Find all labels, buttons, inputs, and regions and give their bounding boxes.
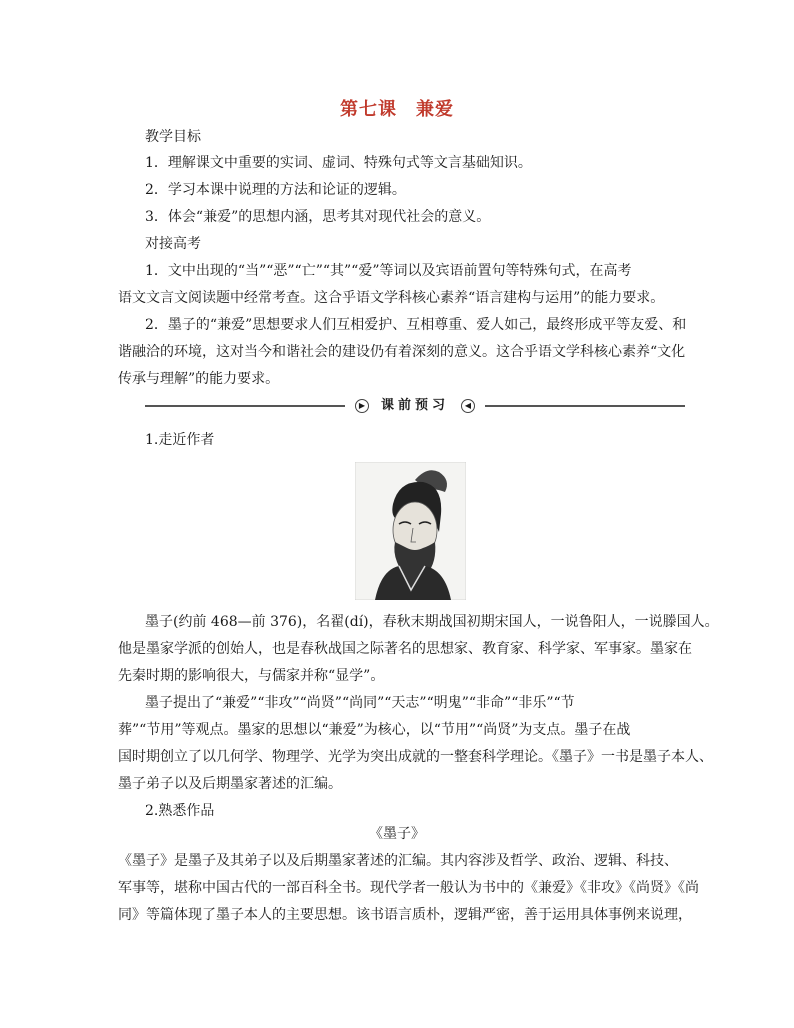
exam-line-4: 谐融洽的环境，这对当今和谐社会的建设仍有着深刻的意义。这合乎语文学科核心素养“文化 [118, 344, 686, 360]
goal-item-2: 2．学习本课中说理的方法和论证的逻辑。 [145, 182, 406, 198]
goal-item-1: 1．理解课文中重要的实词、虚词、特殊句式等文言基础知识。 [145, 155, 532, 171]
preview-banner [355, 396, 475, 416]
goals-heading: 教学目标 [145, 129, 201, 145]
work-line-3: 同》等篇体现了墨子本人的主要思想。该书语言质朴，逻辑严密，善于运用具体事例来说理， [118, 907, 692, 923]
exam-heading: 对接高考 [145, 236, 201, 252]
exam-line-5: 传承与理解”的能力要求。 [118, 371, 280, 387]
author-line-1: 墨子(约前 468—前 376)，名翟(dí)，春秋末期战国初期宋国人，一说鲁阳人，一说滕国人。 [145, 614, 719, 630]
lesson-title: 第七课 兼爱 [340, 99, 454, 120]
exam-line-2: 语文文言文阅读题中经常考查。这合乎语文学科核心素养“语言建构与运用”的能力要求。 [118, 290, 665, 306]
work-line-1: 《墨子》是墨子及其弟子以及后期墨家著述的汇编。其内容涉及哲学、政治、逻辑、科技、 [118, 853, 678, 869]
section2-heading: 2.熟悉作品 [145, 803, 215, 819]
exam-line-1: 1．文中出现的“当”“恶”“亡”“其”“爱”等词以及宾语前置句等特殊句式，在高考 [145, 263, 632, 279]
banner-divider-right [485, 405, 685, 407]
work-title: 《墨子》 [369, 826, 425, 842]
exam-line-3: 2．墨子的“兼爱”思想要求人们互相爱护、互相尊重、爱人如己，最终形成平等友爱、和 [145, 317, 687, 333]
author-line-4: 墨子提出了“兼爱”“非攻”“尚贤”“尚同”“天志”“明鬼”“非命”“非乐”“节 [145, 695, 575, 711]
mozi-portrait [355, 462, 466, 600]
author-line-6: 国时期创立了以几何学、物理学、光学为突出成就的一整套科学理论。《墨子》一书是墨子本人、 [118, 749, 713, 765]
author-line-2: 他是墨家学派的创始人，也是春秋战国之际著名的思想家、教育家、科学家、军事家。墨家在 [118, 641, 692, 657]
banner-divider-left [145, 405, 345, 407]
work-line-2: 军事等，堪称中国古代的一部百科全书。现代学者一般认为书中的《兼爱》《非攻》《尚贤》《尚 [118, 880, 699, 896]
author-line-7: 墨子弟子以及后期墨家著述的汇编。 [118, 776, 342, 792]
chevron-right-icon: ▶ [355, 399, 369, 413]
author-line-5: 葬”“节用”等观点。墨家的思想以“兼爱”为核心，以“节用”“尚贤”为支点。墨子在战 [118, 722, 631, 738]
banner-label: 课前预习 [380, 398, 449, 413]
goal-item-3: 3．体会“兼爱”的思想内涵，思考其对现代社会的意义。 [145, 209, 491, 225]
section1-heading: 1.走近作者 [145, 432, 215, 448]
author-line-3: 先秦时期的影响很大，与儒家并称“显学”。 [118, 668, 385, 684]
chevron-left-icon: ◀ [461, 399, 475, 413]
